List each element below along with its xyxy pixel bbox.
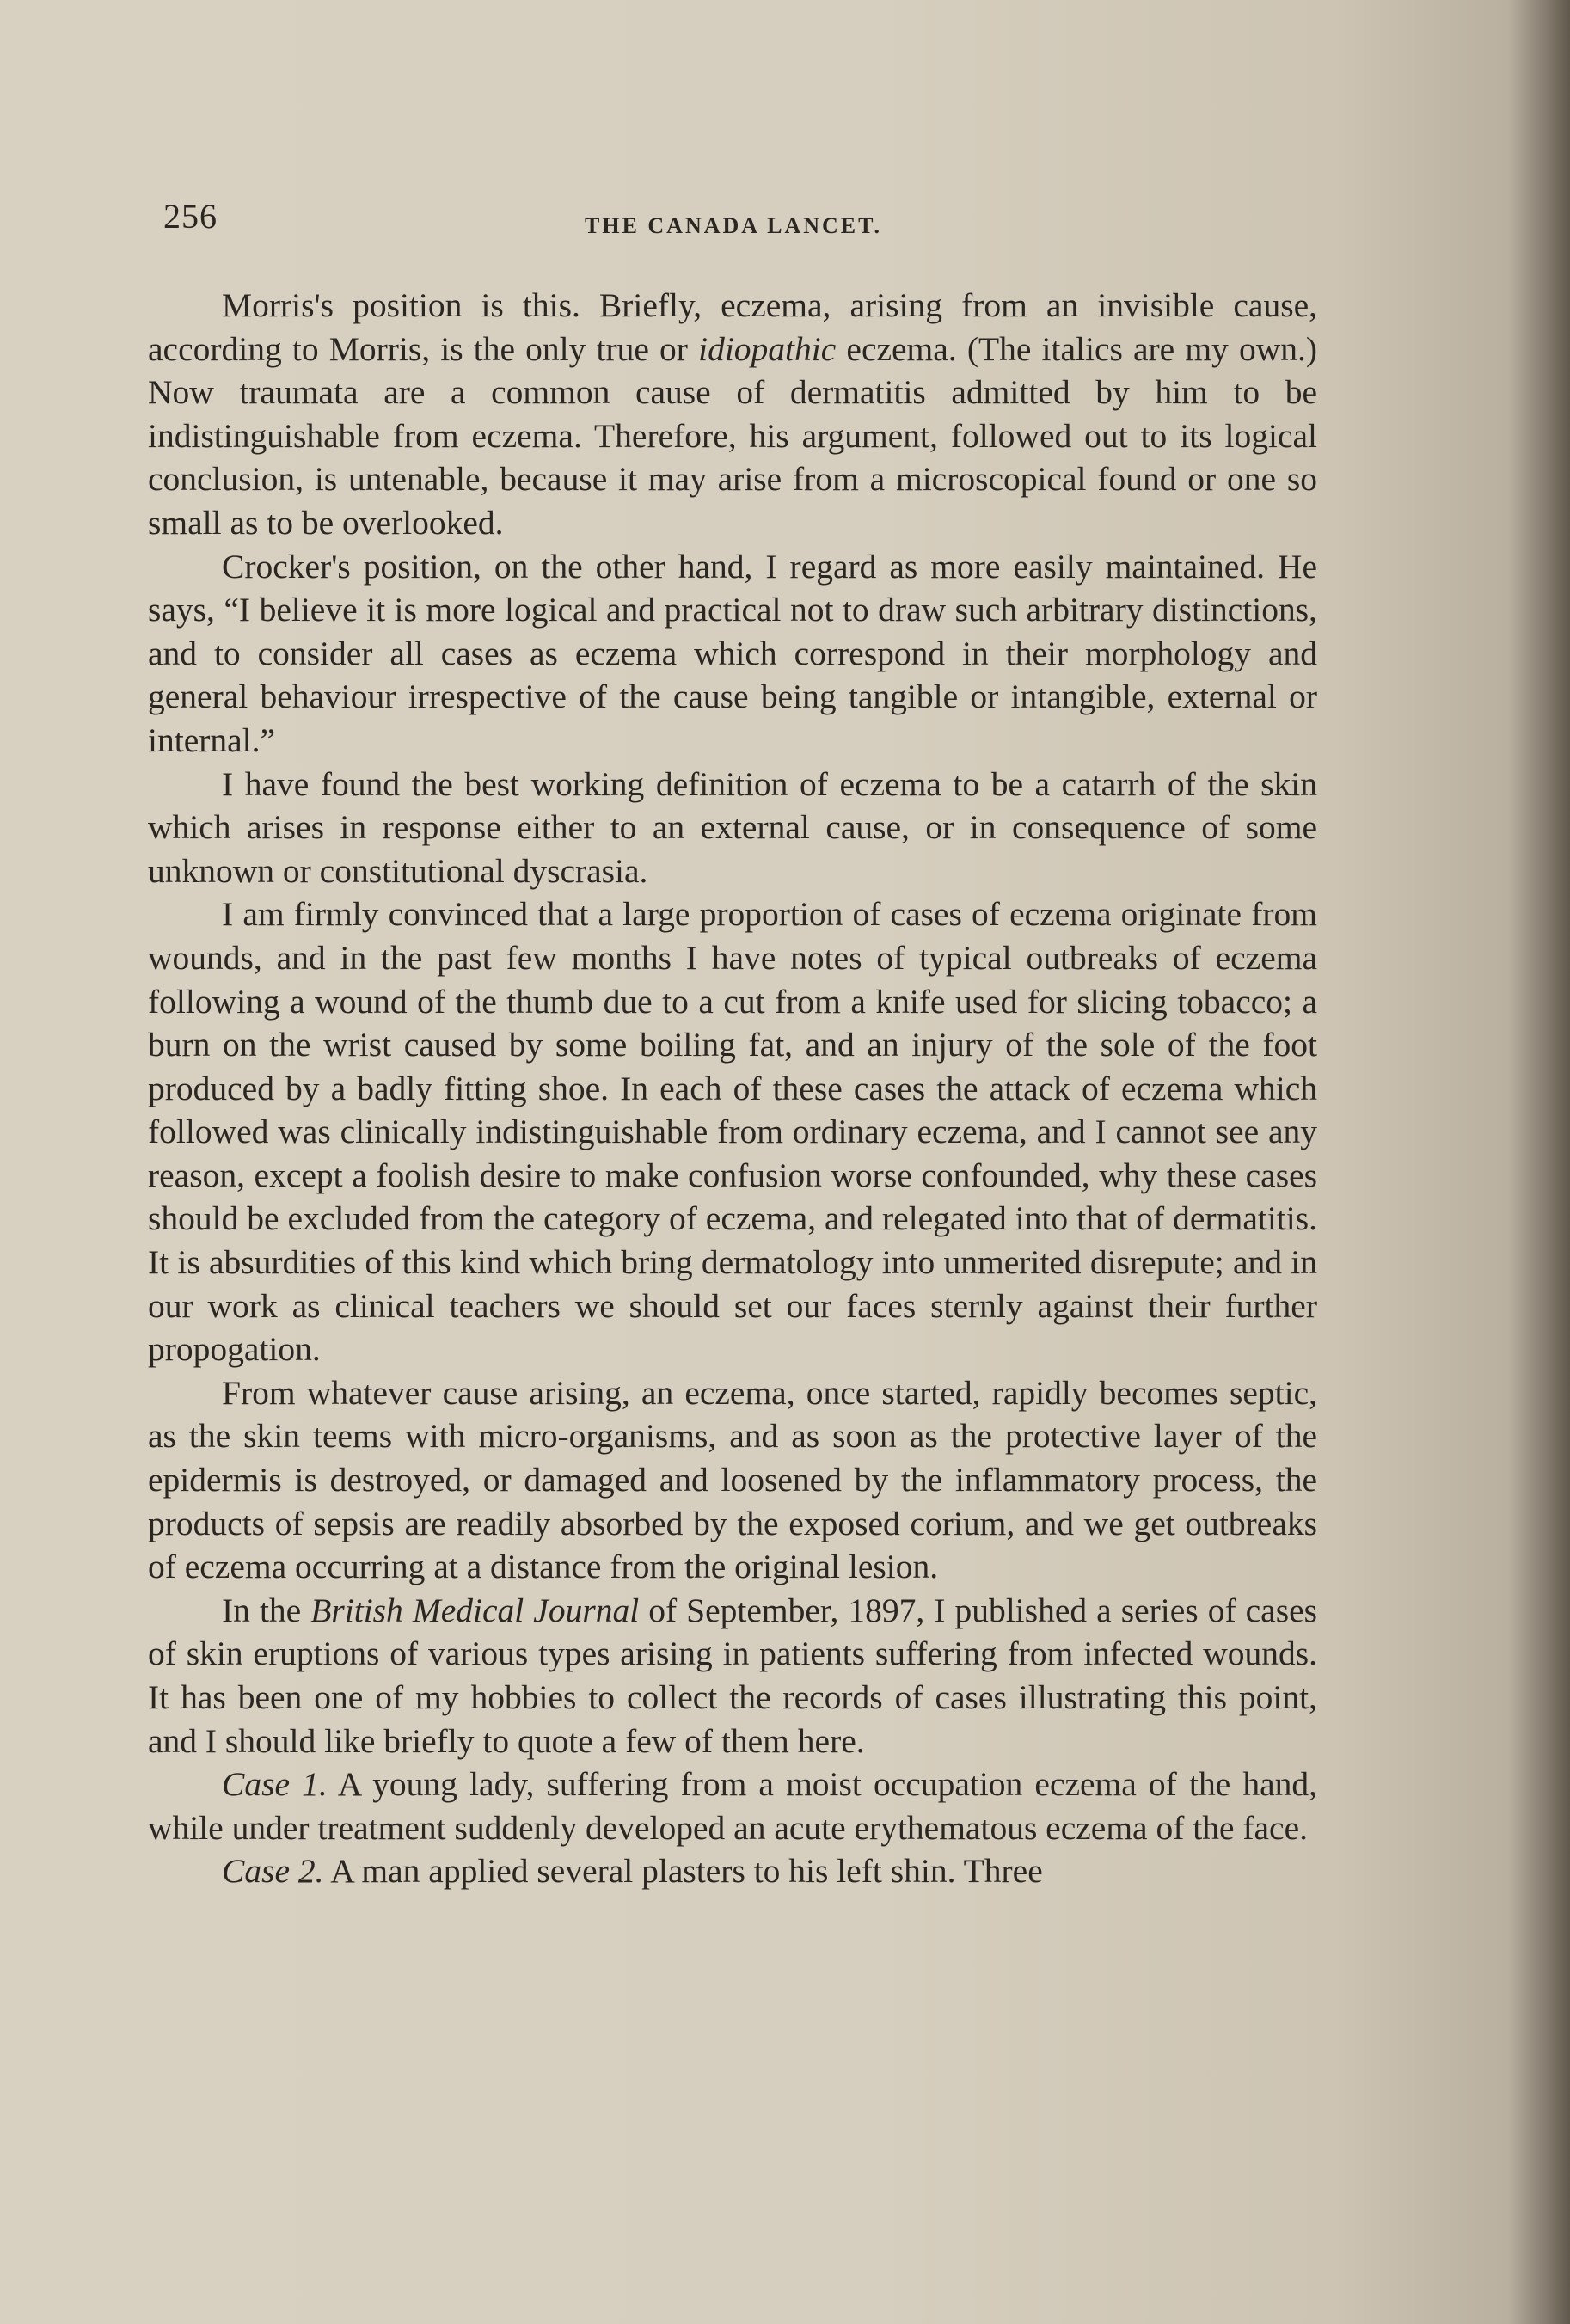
paragraph: I have found the best working definition of eczema to be a catarrh of the skin which arises in response either to an external cause, or in consequence of some unknown or constitutional dyscrasia. [148, 764, 1317, 890]
paragraph: From whatever cause arising, an eczema, once started, rapidly becomes septic, as the skin teems with micro-organisms, and as soon as the protective layer of the epidermis is destroyed, or damaged and loosened by the inflammatory process, the products of sepsis are readily absorbed by the exposed corium, and we get outbreaks of eczema occurring at a distance from the original lesion. [148, 1373, 1317, 1586]
binding-shadow [1510, 0, 1570, 2324]
paragraph: Morris's position is this. Briefly, eczema, arising from an invisible cause, according to Morris, is the only true or idiopathic eczema. (The italics are my own.) Now traumata are a common cause of dermatitis admitted by him to be indistinguishable from eczema. Therefore, his argument, followed out to its logical conclusion, is untenable, because it may arise from a microscopical found or one so small as to be overlooked. [148, 286, 1318, 542]
article-body [148, 284, 1317, 1893]
case-paragraph: Case 2. A man applied several plasters to his left shin. Three [222, 1852, 1043, 1891]
paragraph: I am firmly convinced that a large proportion of cases of eczema originate from wounds, and in the past few months I have notes of typical outbreaks of eczema following a wound of the thumb due to a cut from a knife used for slicing tobacco; a burn on the wrist caused by some boiling fat, and an injury of the sole of the foot produced by a badly fitting shoe. In each of these cases the attack of eczema which followed was clinically indistinguishable from ordinary eczema, and I cannot see any reason, except a foolish desire to make confusion worse confounded, why these cases should be excluded from the category of eczema, and relegated into that of dermatitis. It is absurdities of this kind which bring dermatology into unmerited disrepute; and in our work as clinical teachers we should set our faces sternly against their further propogation. [148, 895, 1317, 1369]
paragraph: Crocker's position, on the other hand, I regard as more easily maintained. He says, “I believe it is more logical and practical not to draw such arbitrary distinctions, and to consider all cases as eczema which correspond in their morphology and general behaviour irrespective of the cause being tangible or intangible, external or internal.” [148, 547, 1317, 759]
page-header [163, 196, 1307, 248]
page-number: 256 [163, 197, 218, 236]
running-head: THE CANADA LANCET. [585, 213, 883, 238]
case-paragraph: Case 1. A young lady, suffering from a moist occupation eczema of the hand, while under treatment suddenly developed an acute erythematous eczema of the face. [148, 1765, 1318, 1847]
paragraph: In the British Medical Journal of September, 1897, I published a series of cases of skin eruptions of various types arising in patients suffering from infected wounds. It has been one of my hobbies to collect the records of cases illustrating this point, and I should like briefly to quote a few of them here. [148, 1591, 1317, 1760]
